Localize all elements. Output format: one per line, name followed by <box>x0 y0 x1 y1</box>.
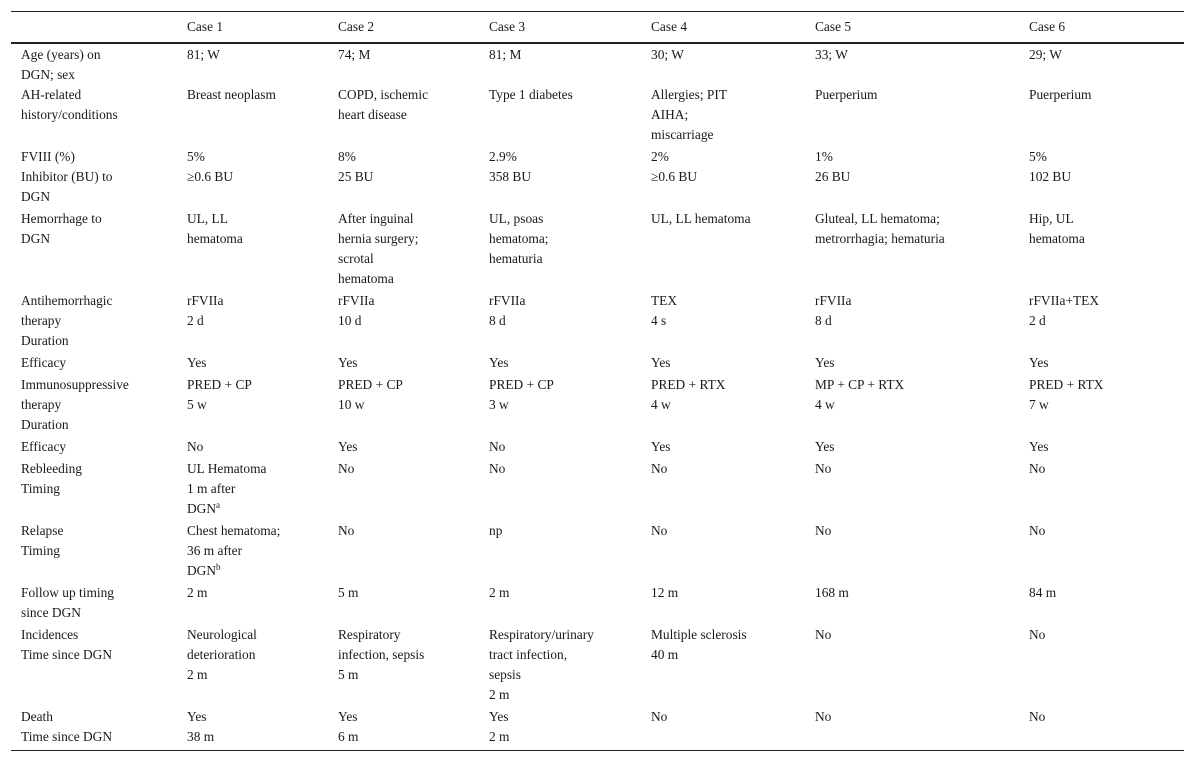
cell-case-6: Yes <box>1029 354 1049 370</box>
table-row <box>11 167 1184 209</box>
table-row <box>11 521 1184 583</box>
table-row <box>11 437 1184 459</box>
cell-case-5: 168 m <box>815 584 849 600</box>
table-header-row <box>11 12 1184 43</box>
table-row <box>11 147 1184 167</box>
cell-case-2: PRED + CP 10 w <box>338 376 403 412</box>
table-body <box>11 43 1184 751</box>
cell-case-6: No <box>1029 460 1046 476</box>
row-label: Inhibitor (BU) to DGN <box>21 168 113 204</box>
cell-case-5: No <box>815 626 832 642</box>
row-label: Death Time since DGN <box>21 708 113 744</box>
cell-case-5: Yes <box>815 354 835 370</box>
cell-case-1: UL, LL hematoma <box>187 210 243 246</box>
cell-case-2: Yes <box>338 354 358 370</box>
cell-case-4: 12 m <box>651 584 679 600</box>
cell-case-3: rFVIIa 8 d <box>489 292 526 328</box>
cell-case-6: No <box>1029 626 1046 642</box>
cell-case-2: COPD, ischemic heart disease <box>338 86 429 122</box>
cell-case-3: 2.9% <box>489 148 517 164</box>
cell-case-1: Neurological deterioration 2 m <box>187 626 257 682</box>
cell-case-1: No <box>187 438 204 454</box>
row-label: AH-related history/conditions <box>21 86 118 122</box>
row-label: Relapse Timing <box>21 522 64 558</box>
table-row <box>11 375 1184 437</box>
cell-case-3: No <box>489 438 506 454</box>
cell-case-6: PRED + RTX 7 w <box>1029 376 1104 412</box>
cell-case-2: 74; M <box>338 46 371 62</box>
cell-case-1: Breast neoplasm <box>187 86 276 102</box>
cell-case-5: Yes <box>815 438 835 454</box>
cell-case-3: No <box>489 460 506 476</box>
cell-case-6: rFVIIa+TEX 2 d <box>1029 292 1100 328</box>
header-cell-case-2: Case 2 <box>338 18 375 34</box>
cell-case-5: No <box>815 708 832 724</box>
header-cell-case-5: Case 5 <box>815 18 852 34</box>
cell-case-6: No <box>1029 522 1046 538</box>
header-cell-case-6: Case 6 <box>1029 18 1066 34</box>
cell-case-1: UL Hematoma 1 m after DGN$^a$ <box>187 460 267 516</box>
row-label: Age (years) on DGN; sex <box>21 46 101 82</box>
cell-case-6: No <box>1029 708 1046 724</box>
cell-case-5: 33; W <box>815 46 848 62</box>
cell-case-3: np <box>489 522 503 538</box>
header-cell-case-4: Case 4 <box>651 18 688 34</box>
cell-case-1: Yes 38 m <box>187 708 215 744</box>
cell-case-4: No <box>651 522 668 538</box>
cell-case-4: UL, LL hematoma <box>651 210 751 226</box>
cell-case-1: rFVIIa 2 d <box>187 292 224 328</box>
cell-case-2: Yes 6 m <box>338 708 359 744</box>
cell-case-4: 30; W <box>651 46 684 62</box>
row-label: Follow up timing since DGN <box>21 584 115 620</box>
table-row <box>11 459 1184 521</box>
cell-case-3: 2 m <box>489 584 510 600</box>
cell-case-2: rFVIIa 10 d <box>338 292 375 328</box>
cell-case-3: Type 1 diabetes <box>489 86 573 102</box>
cell-case-6: Puerperium <box>1029 86 1092 102</box>
table-row <box>11 85 1184 147</box>
cell-case-1: 5% <box>187 148 205 164</box>
cell-case-2: 5 m <box>338 584 359 600</box>
cell-case-6: 102 BU <box>1029 168 1072 184</box>
cell-case-5: Gluteal, LL hematoma; metrorrhagia; hematuria <box>815 210 945 246</box>
cell-case-6: 5% <box>1029 148 1047 164</box>
cell-case-4: ≥0.6 BU <box>651 168 698 184</box>
cell-case-2: 8% <box>338 148 356 164</box>
cell-case-1: Yes <box>187 354 207 370</box>
header-cell-blank <box>11 12 177 43</box>
cell-case-6: 29; W <box>1029 46 1062 62</box>
header-cell-case-1: Case 1 <box>187 18 224 34</box>
cell-case-2: Respiratory infection, sepsis 5 m <box>338 626 425 682</box>
cell-case-4: Allergies; PIT AIHA; miscarriage <box>651 86 727 142</box>
cell-case-1: PRED + CP 5 w <box>187 376 252 412</box>
cell-case-5: MP + CP + RTX 4 w <box>815 376 905 412</box>
cell-case-5: No <box>815 460 832 476</box>
cell-case-2: After inguinal hernia surgery; scrotal hematoma <box>338 210 419 286</box>
cell-case-3: Respiratory/urinary tract infection, sepsis 2 m <box>489 626 594 702</box>
footnote-mark-b: b <box>216 561 221 572</box>
cell-case-6: Hip, UL hematoma <box>1029 210 1085 246</box>
cell-case-1: 2 m <box>187 584 208 600</box>
row-label: Incidences Time since DGN <box>21 626 113 662</box>
row-label: Rebleeding Timing <box>21 460 82 496</box>
cell-case-1: ≥0.6 BU <box>187 168 234 184</box>
table-row <box>11 707 1184 751</box>
cell-case-3: 81; M <box>489 46 522 62</box>
cell-case-2: No <box>338 522 355 538</box>
cell-case-3: UL, psoas hematoma; hematuria <box>489 210 549 266</box>
cell-case-4: 2% <box>651 148 669 164</box>
cell-case-4: No <box>651 708 668 724</box>
cell-case-5: rFVIIa 8 d <box>815 292 852 328</box>
cell-case-4: TEX 4 s <box>651 292 678 328</box>
cell-case-4: No <box>651 460 668 476</box>
row-label: Antihemorrhagic therapy Duration <box>21 292 113 348</box>
table-row <box>11 625 1184 707</box>
table-row <box>11 583 1184 625</box>
row-label: Efficacy <box>21 354 67 370</box>
case-summary-table <box>11 11 1184 751</box>
cell-case-4: Yes <box>651 438 671 454</box>
cell-case-3: PRED + CP 3 w <box>489 376 554 412</box>
cell-case-2: No <box>338 460 355 476</box>
cell-case-6: 84 m <box>1029 584 1057 600</box>
cell-case-3: Yes <box>489 354 509 370</box>
row-label: FVIII (%) <box>21 148 75 164</box>
row-label: Immunosuppressive therapy Duration <box>21 376 129 432</box>
row-label: Hemorrhage to DGN <box>21 210 102 246</box>
cell-case-1: Chest hematoma; 36 m after DGN$^b$ <box>187 522 281 578</box>
row-label: Efficacy <box>21 438 67 454</box>
table-row <box>11 209 1184 291</box>
header-cell-case-3: Case 3 <box>489 18 526 34</box>
cell-case-5: No <box>815 522 832 538</box>
cell-case-1: 81; W <box>187 46 220 62</box>
cell-case-4: Yes <box>651 354 671 370</box>
cell-case-2: 25 BU <box>338 168 374 184</box>
cell-case-5: 26 BU <box>815 168 851 184</box>
cell-case-4: PRED + RTX 4 w <box>651 376 726 412</box>
table-row <box>11 353 1184 375</box>
cell-case-5: Puerperium <box>815 86 878 102</box>
cell-case-2: Yes <box>338 438 358 454</box>
cell-case-5: 1% <box>815 148 833 164</box>
table-row <box>11 291 1184 353</box>
cell-case-4: Multiple sclerosis 40 m <box>651 626 747 662</box>
cell-case-3: 358 BU <box>489 168 532 184</box>
cell-case-6: Yes <box>1029 438 1049 454</box>
cell-case-3: Yes 2 m <box>489 708 510 744</box>
footnote-mark-a: a <box>216 499 221 510</box>
table-row <box>11 43 1184 85</box>
